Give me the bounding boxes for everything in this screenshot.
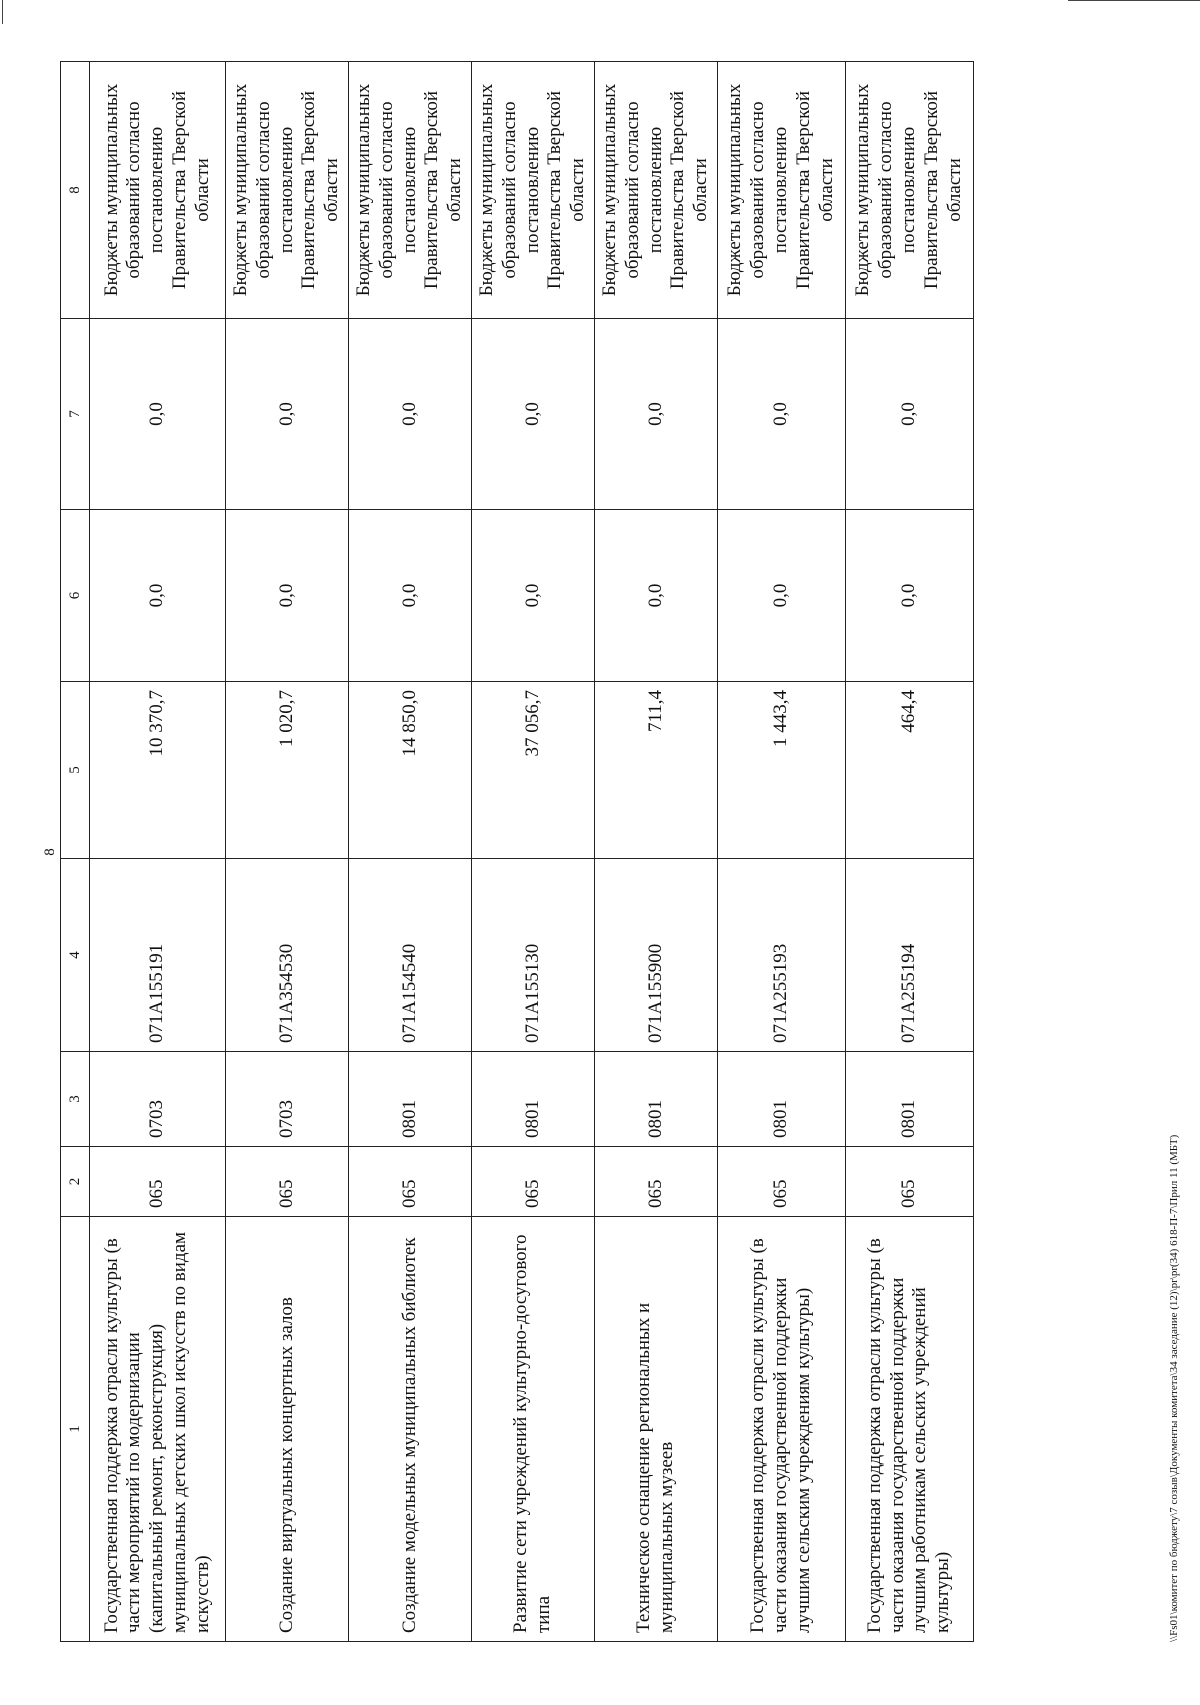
row-section-code: 0703 [226, 1052, 349, 1147]
row-section-code: 0801 [717, 1052, 845, 1147]
row-name: Создание виртуальных концертных залов [226, 1217, 349, 1642]
table-row [717, 62, 845, 1642]
row-target-code: 071A255194 [845, 859, 973, 1052]
row-gr-code: 065 [717, 1147, 845, 1217]
col-header-4: 4 [61, 859, 90, 1052]
row-amount-1: 464,4 [845, 682, 973, 859]
table-row [845, 62, 973, 1642]
row-section-code: 0801 [471, 1052, 594, 1147]
row-basis: Бюджеты муниципальных образований согласно постановлению Правительства Тверской области [471, 62, 594, 319]
row-amount-3: 0,0 [471, 319, 594, 510]
row-amount-3: 0,0 [348, 319, 471, 510]
row-gr-code: 065 [845, 1147, 973, 1217]
row-amount-1: 1 020,7 [226, 682, 349, 859]
row-amount-2: 0,0 [594, 510, 717, 682]
row-gr-code: 065 [348, 1147, 471, 1217]
table-row [226, 62, 349, 1642]
row-section-code: 0801 [594, 1052, 717, 1147]
row-name: Техническое оснащение региональных и муниципальных музеев [594, 1217, 717, 1642]
scan-edge-mark-left [2, 0, 3, 24]
row-gr-code: 065 [226, 1147, 349, 1217]
col-header-6: 6 [61, 510, 90, 682]
table-row [594, 62, 717, 1642]
row-amount-2: 0,0 [471, 510, 594, 682]
row-amount-3: 0,0 [226, 319, 349, 510]
row-amount-3: 0,0 [717, 319, 845, 510]
col-header-7: 7 [61, 319, 90, 510]
rotated-content [42, 62, 1180, 1642]
row-name: Развитие сети учреждений культурно-досугового типа [471, 1217, 594, 1642]
row-basis: Бюджеты муниципальных образований согласно постановлению Правительства Тверской области [90, 62, 226, 319]
col-header-1: 1 [61, 1217, 90, 1642]
row-amount-2: 0,0 [90, 510, 226, 682]
row-name: Государственная поддержка отрасли культуры (в части оказания государственной поддержки лучшим сельским учреждениям культуры) [717, 1217, 845, 1642]
row-section-code: 0703 [90, 1052, 226, 1147]
row-amount-1: 10 370,7 [90, 682, 226, 859]
header-row [61, 62, 90, 1642]
row-target-code: 071A354530 [226, 859, 349, 1052]
row-amount-1: 1 443,4 [717, 682, 845, 859]
row-amount-3: 0,0 [90, 319, 226, 510]
col-header-2: 2 [61, 1147, 90, 1217]
row-basis: Бюджеты муниципальных образований согласно постановлению Правительства Тверской области [348, 62, 471, 319]
row-name: Создание модельных муниципальных библиотек [348, 1217, 471, 1642]
row-gr-code: 065 [471, 1147, 594, 1217]
subsidy-table [60, 61, 974, 1642]
row-amount-3: 0,0 [594, 319, 717, 510]
col-header-5: 5 [61, 682, 90, 859]
table-row [90, 62, 226, 1642]
col-header-3: 3 [61, 1052, 90, 1147]
col-header-8: 8 [61, 62, 90, 319]
row-target-code: 071A255193 [717, 859, 845, 1052]
row-amount-2: 0,0 [845, 510, 973, 682]
row-amount-1: 37 056,7 [471, 682, 594, 859]
row-name: Государственная поддержка отрасли культуры (в части мероприятий по модернизации (капитальный ремонт, реконструкция) муниципальных детских школ искусств по видам искусств) [90, 1217, 226, 1642]
row-section-code: 0801 [348, 1052, 471, 1147]
row-basis: Бюджеты муниципальных образований согласно постановлению Правительства Тверской области [717, 62, 845, 319]
row-target-code: 071A155900 [594, 859, 717, 1052]
row-amount-1: 14 850,0 [348, 682, 471, 859]
row-basis: Бюджеты муниципальных образований согласно постановлению Правительства Тверской области [226, 62, 349, 319]
row-amount-3: 0,0 [845, 319, 973, 510]
row-amount-2: 0,0 [717, 510, 845, 682]
row-amount-2: 0,0 [348, 510, 471, 682]
row-basis: Бюджеты муниципальных образований согласно постановлению Правительства Тверской области [845, 62, 973, 319]
page-number: 8 [42, 848, 58, 856]
row-basis: Бюджеты муниципальных образований согласно постановлению Правительства Тверской области [594, 62, 717, 319]
row-target-code: 071A155130 [471, 859, 594, 1052]
table-row [471, 62, 594, 1642]
footer-file-path: \\Fs01\комитет по бюджету\7 созыв\Документы комитета\34 заседание (12)\pr\pr(34) 618-П-7\Прил 11 (МБТ) [1168, 1134, 1180, 1642]
row-section-code: 0801 [845, 1052, 973, 1147]
table-row [348, 62, 471, 1642]
row-target-code: 071A154540 [348, 859, 471, 1052]
scan-edge-mark-top-right [1068, 0, 1200, 1]
row-amount-1: 711,4 [594, 682, 717, 859]
row-target-code: 071A155191 [90, 859, 226, 1052]
row-gr-code: 065 [594, 1147, 717, 1217]
row-name: Государственная поддержка отрасли культуры (в части оказания государственной поддержки лучшим работникам сельских учреждений культуры) [845, 1217, 973, 1642]
row-amount-2: 0,0 [226, 510, 349, 682]
row-gr-code: 065 [90, 1147, 226, 1217]
